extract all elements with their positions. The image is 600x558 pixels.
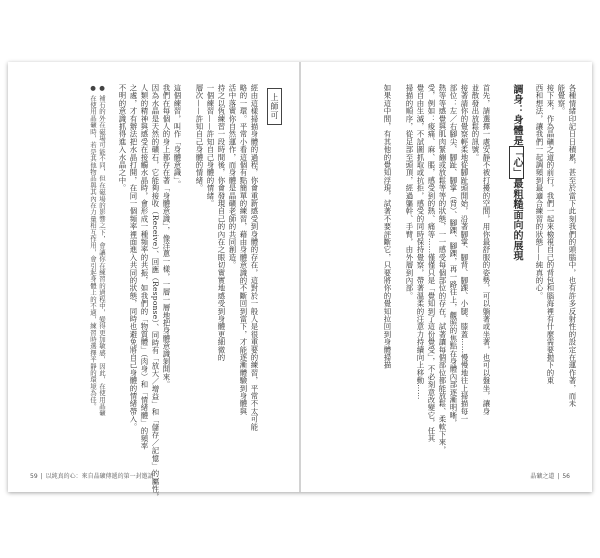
- body-line: 持之以恆練習一段時間後，你會發現自己的內在之眼切實實地感受到身體更細微的: [217, 84, 226, 362]
- section-heading: [509, 84, 523, 444]
- body-line: 首先，請選擇一處安靜不被打擾的空間，用你最舒服的姿勢，可以躺著或坐著，也可以盤坐，讓身: [482, 84, 491, 416]
- body-line: 經由這樣掃描身體的過程，你會重新感受到身體的存在，這對於一般人是很重要的練習，平常不太可能: [250, 84, 259, 431]
- body-line: 能覺察。: [557, 84, 566, 115]
- body-line: 西和想法，讓我們一起調頻到最適合練習的狀態——純真的心。: [535, 84, 544, 300]
- footnote-bullet: ● 補石的外在磁場可能不同，但在磁場的影響之下，會讓你在練習的過程中，變得更加敏感，因此，在使用晶礦: [98, 84, 106, 417]
- section-label-box: 上師可: [267, 88, 282, 125]
- running-title: 以純真的心：來自晶礦傳遞的第一封邀請: [45, 473, 154, 480]
- body-line: 如果這中間，有其他的覺知浮現，試著不要評斷它，只要將你的覺知拉回到身體掃描: [383, 84, 392, 369]
- footnote-bullet: ● 在使用晶礦時，若是其他物品與其內在力量相互作用，會引起身體上的不適，練習時選擇平靜的環境為佳。: [89, 84, 97, 410]
- right-page-footer: 晶礦之道 | 56: [530, 473, 570, 480]
- left-page-footer: 59 | 以純真的心：來自晶礦傳遞的第一封邀請: [30, 473, 154, 480]
- heading-boxed-word: 「心」: [511, 146, 522, 178]
- book-spread: [8, 62, 592, 501]
- body-line: 部位：左／右腳尖、腳趾、腳掌（背）、腳踝、腳踝，再一路往上，觀照的焦點在身體內部逐漸明晰，: [449, 84, 458, 427]
- body-line: 這個練習，叫作「身體意識」。: [173, 84, 182, 189]
- right-page: [312, 84, 582, 454]
- body-line: 我們在每個人的身上都存在著「身體意識」，像洋蔥一樣，一層一層地把身體意識剝開來。: [162, 84, 171, 389]
- body-line: 活中落實你自然運作，而身體是晶礦老師的共同創造。: [228, 84, 237, 269]
- running-title: 晶礦之道: [530, 473, 555, 480]
- body-line: 層次——許知自己身體的情緒。: [195, 84, 204, 192]
- book-gutter: [299, 62, 301, 492]
- heading-text: 調身：身體是: [511, 84, 522, 146]
- body-line: 不明的意識抓得進入水晶之中。: [118, 84, 127, 192]
- body-line: 各種情緒印記日日積累，甚至於當下此刻我們的頭腦中，也有許多反射性的設定在運作著，而未: [568, 84, 577, 408]
- heading-text: 最粗糙面向的展現: [511, 178, 522, 262]
- body-line: 接下來，作為晶礦之道的前行，我們一起來檢視自己的背包和腦海裡有什麼需要拋下的東: [546, 84, 555, 385]
- body-line: 覺自由生滅，不試圖抓取或抗拒，感受的同時保持覺察，帶著溫柔的注意力持續向上移動……: [416, 84, 425, 400]
- body-line: 略的一環。平常小看這個有點簡單的練習，藉由身體意識的不斷回到當下，才能逐漸體驗到身體與: [239, 84, 248, 416]
- page-number: 56: [562, 473, 570, 480]
- body-line: 掃描的順序，從足部至頭頂，經過軀幹、手臂，由外層到內部。: [405, 84, 414, 300]
- body-line: 受，例如：痠痛、麻、脹，感受到的熱、痛等……僅僅只是「覺知到了這份覺受」，不必刻意改變它，任其: [427, 84, 436, 443]
- body-line: 一個練習——許知自己身體的情緒。: [206, 84, 215, 208]
- body-line: 並散發出放鬆的訊號。: [471, 84, 480, 161]
- body-line: 接著請你的覺察輕柔地從腳趾頭開始，沿著腳掌、腳背、腳踝、小腿、膝蓋……慢慢地往上掃描每一: [460, 84, 469, 423]
- body-line: 因為水晶是天然的礦石，它能夠接收（Receive）、回應（Response）、同時有「放大／增益」和「儲存／記憶」的屬性，: [151, 84, 160, 501]
- body-line: 人類的精神與感受在接觸水晶時，會形成一種頻率的共振，如我們的「物質體」（肉身）和「情緒體」的頻率: [140, 84, 149, 450]
- body-line: 熱等等感覺與肌肉緊繃或放鬆等等的狀態，一一感受每個部位的存在，試著讓每個部位都能放鬆、柔軟下來，: [438, 84, 447, 454]
- body-line: 之處，才有辦法把水晶打開，在同一個頻率裡面進入共同的狀態，同時也避免將自己身體的情緒帶入。: [129, 84, 138, 431]
- page-number: 59: [30, 473, 38, 480]
- right-page-body: [382, 84, 578, 454]
